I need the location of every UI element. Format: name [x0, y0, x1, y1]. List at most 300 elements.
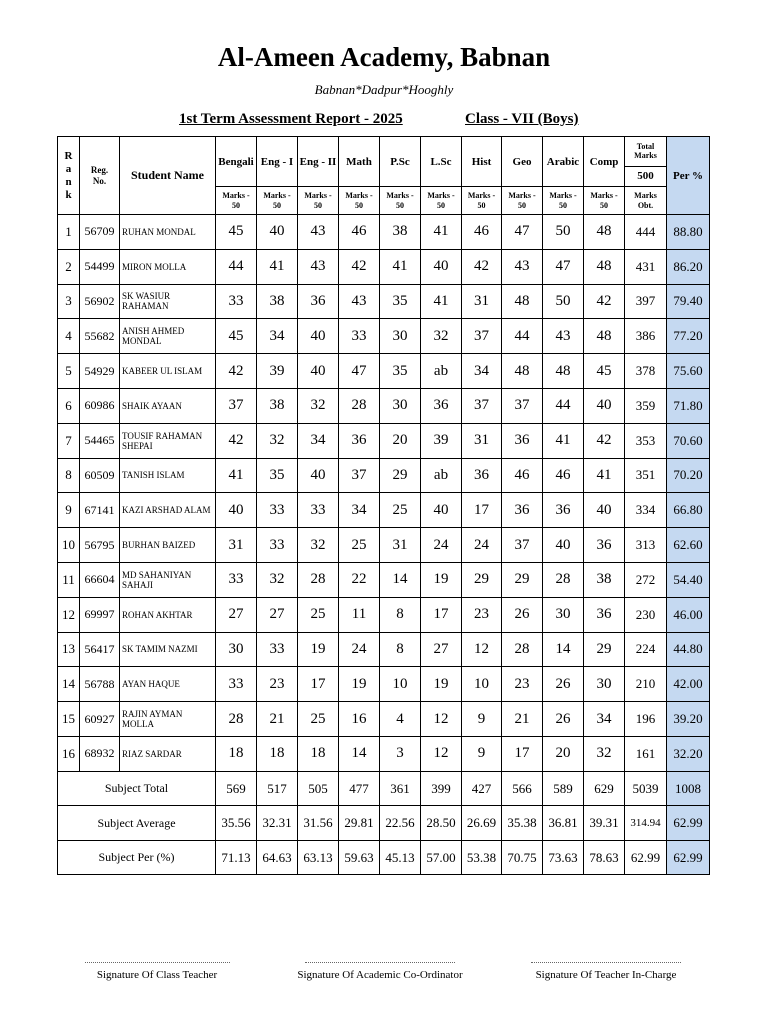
mark-cell: 39 [421, 423, 462, 458]
rank-cell: 1 [58, 215, 80, 250]
summary-value: 399 [421, 771, 462, 806]
mark-cell: 27 [421, 632, 462, 667]
mark-cell: 38 [257, 388, 298, 423]
mark-cell: 37 [502, 388, 543, 423]
table-summary [58, 771, 710, 875]
student-row [58, 528, 710, 563]
mark-cell: 12 [421, 702, 462, 737]
mark-cell: 36 [421, 388, 462, 423]
mark-cell: 32 [298, 388, 339, 423]
mark-cell: 20 [543, 736, 584, 771]
percent-cell: 46.00 [667, 597, 710, 632]
student-row [58, 736, 710, 771]
mark-cell: 27 [216, 597, 257, 632]
student-name-cell: MIRON MOLLA [120, 249, 216, 284]
mark-cell: 26 [543, 702, 584, 737]
table-body [58, 215, 710, 772]
mark-cell: 25 [380, 493, 421, 528]
marks-max-label [339, 187, 380, 215]
mark-cell: 29 [380, 458, 421, 493]
total-cell: 444 [625, 215, 667, 250]
mark-cell: 46 [462, 215, 502, 250]
mark-cell: 33 [257, 493, 298, 528]
reg-no-cell: 54499 [80, 249, 120, 284]
marks-label: 50 [600, 200, 608, 210]
marks-label: Marks - [263, 190, 291, 200]
rank-cell: 15 [58, 702, 80, 737]
mark-cell: 42 [584, 423, 625, 458]
rank-letter: n [65, 175, 72, 188]
mark-cell: 45 [584, 354, 625, 389]
mark-cell: 34 [584, 702, 625, 737]
mark-cell: 48 [584, 249, 625, 284]
signature-academic-coordinator [290, 962, 470, 981]
percent-cell: 62.60 [667, 528, 710, 563]
mark-cell: 30 [216, 632, 257, 667]
summary-label: Subject Per (%) [58, 840, 216, 875]
mark-cell: 17 [421, 597, 462, 632]
marks-label: 50 [437, 200, 445, 210]
mark-cell: 47 [502, 215, 543, 250]
mark-cell: 37 [339, 458, 380, 493]
mark-cell: 47 [339, 354, 380, 389]
mark-cell: 34 [257, 319, 298, 354]
mark-cell: 32 [584, 736, 625, 771]
report-title: 1st Term Assessment Report - 2025 [179, 111, 403, 127]
mark-cell: 23 [257, 667, 298, 702]
mark-cell: 50 [543, 215, 584, 250]
mark-cell: 9 [462, 702, 502, 737]
signature-line [85, 962, 230, 969]
mark-cell: 43 [298, 249, 339, 284]
summary-value: 73.63 [543, 840, 584, 875]
total-cell: 351 [625, 458, 667, 493]
mark-cell: 8 [380, 632, 421, 667]
percent-cell: 42.00 [667, 667, 710, 702]
mark-cell: 11 [339, 597, 380, 632]
mark-cell: 43 [543, 319, 584, 354]
mark-cell: 46 [339, 215, 380, 250]
mark-cell: 26 [502, 597, 543, 632]
mark-cell: 44 [543, 388, 584, 423]
mark-cell: 30 [543, 597, 584, 632]
student-name-cell: KABEER UL ISLAM [120, 354, 216, 389]
mark-cell: 40 [298, 354, 339, 389]
reg-no-cell: 56795 [80, 528, 120, 563]
signature-label: Signature Of Class Teacher [96, 969, 218, 981]
signature-teacher-in-charge [527, 962, 685, 981]
mark-cell: 30 [380, 319, 421, 354]
reg-no-cell: 56709 [80, 215, 120, 250]
marks-label: 50 [232, 200, 240, 210]
signature-label: Signature Of Teacher In-Charge [535, 969, 677, 981]
subject-header: Bengali [216, 137, 257, 187]
summary-label: Subject Total [58, 771, 216, 806]
student-row [58, 632, 710, 667]
mark-cell: 25 [339, 528, 380, 563]
summary-total: 5039 [625, 771, 667, 806]
rank-cell: 13 [58, 632, 80, 667]
percent-cell: 79.40 [667, 284, 710, 319]
marks-label: Marks - [304, 190, 332, 200]
marks-label: Marks - [386, 190, 414, 200]
summary-total: 62.99 [625, 840, 667, 875]
marks-max-label [380, 187, 421, 215]
summary-value: 589 [543, 771, 584, 806]
mark-cell: 30 [380, 388, 421, 423]
marks-label: Marks - [345, 190, 373, 200]
mark-cell: 29 [462, 562, 502, 597]
mark-cell: ab [421, 354, 462, 389]
total-cell: 397 [625, 284, 667, 319]
reg-no-cell: 60509 [80, 458, 120, 493]
mark-cell: 37 [502, 528, 543, 563]
mark-cell: 12 [462, 632, 502, 667]
student-name-cell: BURHAN BAIZED [120, 528, 216, 563]
mark-cell: 24 [462, 528, 502, 563]
mark-cell: 4 [380, 702, 421, 737]
student-row [58, 493, 710, 528]
total-cell: 353 [625, 423, 667, 458]
summary-value: 517 [257, 771, 298, 806]
mark-cell: 32 [298, 528, 339, 563]
marks-max-label [502, 187, 543, 215]
summary-value: 361 [380, 771, 421, 806]
total-cell: 224 [625, 632, 667, 667]
mark-cell: 42 [462, 249, 502, 284]
marks-label: 50 [273, 200, 281, 210]
mark-cell: 18 [216, 736, 257, 771]
mark-cell: 41 [216, 458, 257, 493]
mark-cell: 40 [421, 493, 462, 528]
mark-cell: 28 [339, 388, 380, 423]
student-row [58, 319, 710, 354]
mark-cell: 33 [298, 493, 339, 528]
mark-cell: 28 [298, 562, 339, 597]
mark-cell: 36 [339, 423, 380, 458]
signature-class-teacher [82, 962, 232, 981]
reg-no-cell: 66604 [80, 562, 120, 597]
total-marks-header [625, 137, 667, 167]
mark-cell: 31 [380, 528, 421, 563]
mark-cell: 25 [298, 702, 339, 737]
marks-label: 50 [396, 200, 404, 210]
mark-cell: 42 [339, 249, 380, 284]
marks-label: Marks - [222, 190, 250, 200]
mark-cell: 18 [257, 736, 298, 771]
summary-value: 63.13 [298, 840, 339, 875]
summary-value: 28.50 [421, 806, 462, 841]
rank-cell: 14 [58, 667, 80, 702]
mark-cell: 44 [502, 319, 543, 354]
total-label: Total [636, 142, 655, 152]
rank-cell: 16 [58, 736, 80, 771]
mark-cell: 37 [462, 319, 502, 354]
student-name-cell: KAZI ARSHAD ALAM [120, 493, 216, 528]
mark-cell: 40 [543, 528, 584, 563]
signature-line [531, 962, 681, 969]
mark-cell: 40 [298, 319, 339, 354]
marks-label: 50 [518, 200, 526, 210]
summary-value: 629 [584, 771, 625, 806]
student-row [58, 562, 710, 597]
percent-cell: 54.40 [667, 562, 710, 597]
rank-cell: 7 [58, 423, 80, 458]
mark-cell: 41 [584, 458, 625, 493]
percent-cell: 71.80 [667, 388, 710, 423]
subject-header: Math [339, 137, 380, 187]
mark-cell: 35 [380, 354, 421, 389]
total-cell: 334 [625, 493, 667, 528]
percent-cell: 88.80 [667, 215, 710, 250]
marks-label: Marks - [467, 190, 496, 200]
mark-cell: 33 [257, 632, 298, 667]
marks-label: Marks - [427, 190, 455, 200]
mark-cell: 38 [257, 284, 298, 319]
mark-cell: 28 [216, 702, 257, 737]
header-row [58, 137, 710, 167]
summary-percent: 1008 [667, 771, 710, 806]
subject-header: Hist [462, 137, 502, 187]
mark-cell: 19 [339, 667, 380, 702]
mark-cell: 19 [421, 562, 462, 597]
mark-cell: 41 [421, 284, 462, 319]
mark-cell: 36 [584, 597, 625, 632]
mark-cell: 35 [257, 458, 298, 493]
mark-cell: 10 [380, 667, 421, 702]
mark-cell: 36 [462, 458, 502, 493]
mark-cell: 40 [298, 458, 339, 493]
mark-cell: ab [421, 458, 462, 493]
total-label: Marks [634, 151, 657, 161]
rank-cell: 11 [58, 562, 80, 597]
total-cell: 386 [625, 319, 667, 354]
student-name-cell: SHAIK AYAAN [120, 388, 216, 423]
mark-cell: 21 [257, 702, 298, 737]
rank-header [58, 137, 80, 215]
summary-value: 31.56 [298, 806, 339, 841]
percent-cell: 66.80 [667, 493, 710, 528]
mark-cell: 40 [584, 493, 625, 528]
summary-value: 70.75 [502, 840, 543, 875]
marks-label: Marks - [508, 190, 536, 200]
subject-header: Eng - I [257, 137, 298, 187]
mark-cell: 34 [462, 354, 502, 389]
mark-cell: 31 [462, 284, 502, 319]
total-max-marks: 500 [625, 166, 667, 186]
percent-cell: 32.20 [667, 736, 710, 771]
mark-cell: 34 [339, 493, 380, 528]
subject-header: Eng - II [298, 137, 339, 187]
mark-cell: 9 [462, 736, 502, 771]
mark-cell: 3 [380, 736, 421, 771]
marks-label: Marks - [549, 190, 577, 200]
student-name-cell: TOUSIF RAHAMAN SHEPAI [120, 423, 216, 458]
mark-cell: 18 [298, 736, 339, 771]
reg-no-cell: 54465 [80, 423, 120, 458]
obt-label: Marks [634, 190, 657, 200]
marks-obtained-label [625, 187, 667, 215]
reg-no-cell: 67141 [80, 493, 120, 528]
percent-cell: 44.80 [667, 632, 710, 667]
mark-cell: 43 [339, 284, 380, 319]
percent-cell: 75.60 [667, 354, 710, 389]
student-row [58, 702, 710, 737]
mark-cell: 38 [380, 215, 421, 250]
mark-cell: 8 [380, 597, 421, 632]
mark-cell: 48 [584, 215, 625, 250]
mark-cell: 34 [298, 423, 339, 458]
mark-cell: 32 [257, 423, 298, 458]
subject-header: Geo [502, 137, 543, 187]
subject-header: Comp [584, 137, 625, 187]
marks-label: 50 [559, 200, 567, 210]
reg-no-cell: 56902 [80, 284, 120, 319]
student-name-cell: SK WASIUR RAHAMAN [120, 284, 216, 319]
summary-value: 59.63 [339, 840, 380, 875]
rank-cell: 3 [58, 284, 80, 319]
mark-cell: 48 [502, 354, 543, 389]
mark-cell: 40 [216, 493, 257, 528]
mark-cell: 17 [502, 736, 543, 771]
marks-label: 50 [477, 200, 486, 210]
reg-header [80, 137, 120, 215]
total-cell: 161 [625, 736, 667, 771]
percent-cell: 70.60 [667, 423, 710, 458]
marks-max-label [543, 187, 584, 215]
mark-cell: 50 [543, 284, 584, 319]
student-name-cell: RIAZ SARDAR [120, 736, 216, 771]
summary-label: Subject Average [58, 806, 216, 841]
mark-cell: 42 [584, 284, 625, 319]
mark-cell: 32 [257, 562, 298, 597]
rank-letter: a [65, 162, 72, 175]
mark-cell: 28 [502, 632, 543, 667]
student-row [58, 667, 710, 702]
mark-cell: 42 [216, 423, 257, 458]
mark-cell: 41 [257, 249, 298, 284]
student-row [58, 354, 710, 389]
mark-cell: 27 [257, 597, 298, 632]
student-row [58, 458, 710, 493]
mark-cell: 31 [462, 423, 502, 458]
student-row [58, 388, 710, 423]
mark-cell: 48 [502, 284, 543, 319]
address-subtitle: Babnan*Dadpur*Hooghly [314, 82, 454, 97]
subject-header: L.Sc [421, 137, 462, 187]
mark-cell: 25 [298, 597, 339, 632]
summary-value: 29.81 [339, 806, 380, 841]
mark-cell: 40 [257, 215, 298, 250]
summary-row [58, 806, 710, 841]
mark-cell: 29 [584, 632, 625, 667]
assessment-table [57, 136, 710, 875]
rank-cell: 6 [58, 388, 80, 423]
total-cell: 196 [625, 702, 667, 737]
mark-cell: 14 [339, 736, 380, 771]
percent-cell: 70.20 [667, 458, 710, 493]
mark-cell: 14 [543, 632, 584, 667]
mark-cell: 32 [421, 319, 462, 354]
summary-value: 39.31 [584, 806, 625, 841]
mark-cell: 37 [462, 388, 502, 423]
mark-cell: 24 [339, 632, 380, 667]
signature-label: Signature Of Academic Co-Ordinator [297, 969, 463, 981]
table-header [58, 137, 710, 215]
mark-cell: 12 [421, 736, 462, 771]
mark-cell: 33 [216, 667, 257, 702]
mark-cell: 23 [502, 667, 543, 702]
total-cell: 431 [625, 249, 667, 284]
mark-cell: 43 [298, 215, 339, 250]
rank-cell: 9 [58, 493, 80, 528]
mark-cell: 24 [421, 528, 462, 563]
mark-cell: 45 [216, 319, 257, 354]
marks-max-label [298, 187, 339, 215]
reg-no-cell: 60986 [80, 388, 120, 423]
total-cell: 210 [625, 667, 667, 702]
rank-letter: k [65, 188, 72, 201]
marks-max-label [421, 187, 462, 215]
marks-max-label [257, 187, 298, 215]
reg-label: No. [92, 175, 107, 186]
reg-no-cell: 56788 [80, 667, 120, 702]
student-name-cell: RAJIN AYMAN MOLLA [120, 702, 216, 737]
mark-cell: 40 [421, 249, 462, 284]
summary-value: 32.31 [257, 806, 298, 841]
summary-percent: 62.99 [667, 806, 710, 841]
percent-header: Per % [667, 137, 710, 215]
signature-line [305, 962, 455, 969]
student-name-cell: TANISH ISLAM [120, 458, 216, 493]
mark-cell: 14 [380, 562, 421, 597]
summary-value: 35.38 [502, 806, 543, 841]
mark-cell: 41 [421, 215, 462, 250]
student-row [58, 215, 710, 250]
mark-cell: 29 [502, 562, 543, 597]
rank-cell: 2 [58, 249, 80, 284]
mark-cell: 22 [339, 562, 380, 597]
summary-total: 314.94 [625, 806, 667, 841]
reg-no-cell: 56417 [80, 632, 120, 667]
mark-cell: 46 [502, 458, 543, 493]
mark-cell: 10 [462, 667, 502, 702]
reg-no-cell: 68932 [80, 736, 120, 771]
summary-value: 35.56 [216, 806, 257, 841]
percent-cell: 86.20 [667, 249, 710, 284]
mark-cell: 35 [380, 284, 421, 319]
reg-no-cell: 55682 [80, 319, 120, 354]
summary-row [58, 840, 710, 875]
student-name-cell: ROHAN AKHTAR [120, 597, 216, 632]
summary-value: 71.13 [216, 840, 257, 875]
mark-cell: 33 [257, 528, 298, 563]
reg-label: Reg. [90, 164, 109, 175]
summary-value: 45.13 [380, 840, 421, 875]
mark-cell: 28 [543, 562, 584, 597]
rank-cell: 5 [58, 354, 80, 389]
rank-cell: 10 [58, 528, 80, 563]
student-name-cell: ANISH AHMED MONDAL [120, 319, 216, 354]
percent-cell: 39.20 [667, 702, 710, 737]
summary-value: 505 [298, 771, 339, 806]
mark-cell: 17 [462, 493, 502, 528]
mark-cell: 21 [502, 702, 543, 737]
total-cell: 378 [625, 354, 667, 389]
mark-cell: 45 [216, 215, 257, 250]
mark-cell: 48 [584, 319, 625, 354]
mark-cell: 36 [584, 528, 625, 563]
